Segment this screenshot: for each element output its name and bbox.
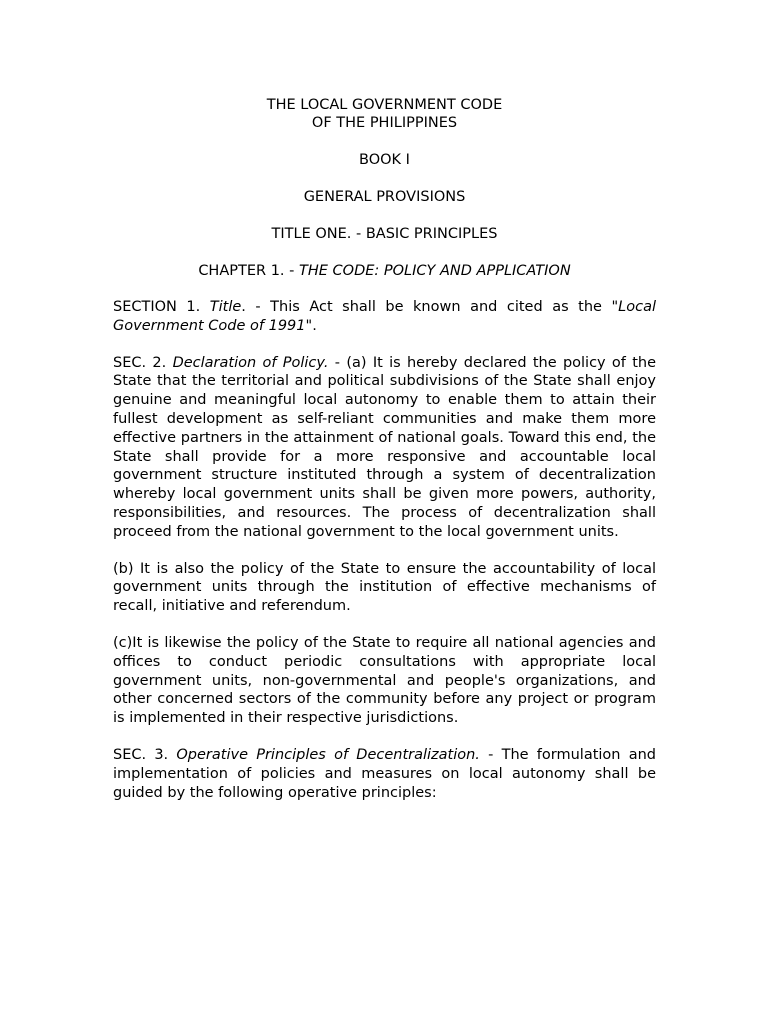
section-2-b: (b) It is also the policy of the State to ensure the accountability of local government units through the institution of effective mechanisms of recall, initiative and referendum.	[113, 560, 656, 615]
section-2-label: SEC. 2.	[113, 354, 173, 371]
section-2-c: (c)It is likewise the policy of the State to require all national agencies and offices to conduct periodic consultations with appropriate local government units, non-governmental and people's organizations, and other concerned sectors of the community before any project or program is implemented in their respective jurisdictions.	[113, 634, 656, 727]
book-heading: BOOK I	[359, 152, 410, 168]
section-2-body-a: - (a) It is hereby declared the policy of the State that the territorial and political subdivisions of the State shall enjoy genuine and meaningful local autonomy to enable them to attain their fullest development as self-reliant communities and make them more effective partners in the attainment of national goals. Toward this end, the State shall provide for a more responsive and accountable local government structure instituted through a system of decentralization whereby local government units shall be given more powers, authority, responsibilities, and resources. The process of decentralization shall proceed from the national government to the local government units.	[113, 354, 657, 540]
code-title-line2: OF THE PHILIPPINES	[311, 115, 458, 131]
chapter-heading	[113, 262, 656, 280]
provisions-heading: GENERAL PROVISIONS	[303, 189, 466, 205]
section-2-a	[113, 354, 656, 542]
section-1-body: . - This Act shall be known and cited as the	[241, 299, 612, 315]
section-1-cited-name: "Local Government Code of 1991"	[113, 299, 657, 334]
code-title-line1: THE LOCAL GOVERNMENT CODE	[266, 97, 503, 113]
section-1-end: .	[312, 317, 317, 334]
section-3-body: - The formulation and implementation of policies and measures on local autonomy shall be guided by the following operative principles:	[113, 746, 656, 801]
chapter-prefix: CHAPTER 1. -	[198, 263, 299, 279]
section-3	[113, 746, 656, 802]
title-heading: TITLE ONE. - BASIC PRINCIPLES	[271, 226, 498, 242]
section-1-label: SECTION 1.	[113, 299, 210, 315]
section-3-label: SEC. 3.	[113, 746, 177, 763]
section-1-heading: Title	[209, 299, 242, 315]
section-2-heading: Declaration of Policy.	[172, 354, 329, 371]
chapter-name: THE CODE: POLICY AND APPLICATION	[299, 263, 571, 279]
section-3-heading: Operative Principles of Decentralization.	[176, 746, 480, 763]
section-1	[113, 298, 656, 336]
